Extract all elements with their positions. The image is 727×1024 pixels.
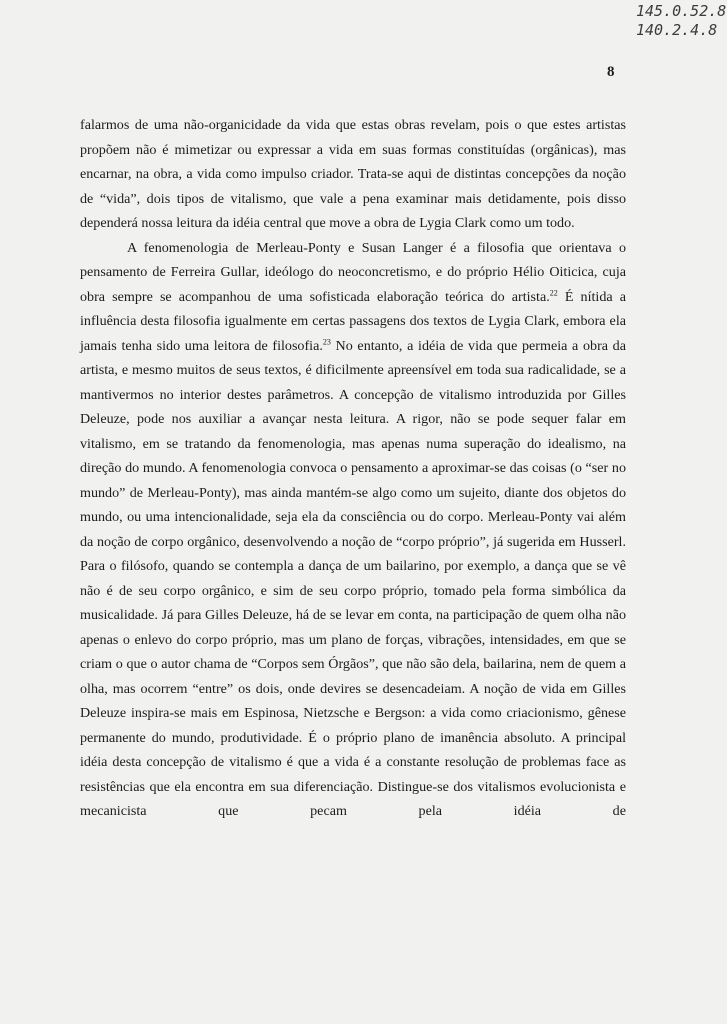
annotation-line-2: 140.2.4.8 <box>636 21 718 39</box>
annotation-line-1: 145.0.52.8 <box>636 2 727 20</box>
handwritten-annotation <box>636 2 727 40</box>
paragraph-text: É nítida a influência desta filosofia igualmente em certas passagens dos textos de Lygia Clark, embora ela jamais tenha sido uma leitora de filosofia. <box>80 288 627 354</box>
body-text <box>80 113 626 824</box>
paragraph-2 <box>80 236 626 824</box>
paragraph-text: falarmos de uma não-organicidade da vida que estas obras revelam, pois o que estes artistas propõem não é mimetizar ou expressar a vida em suas formas constituídas (orgânicas), mas encarnar, na obra, a vida como impulso criador. Trata-se aqui de distintas concepções da noção de “vida”, dois tipos de vitalismo, que vale a pena examinar mais detidamente, pois disso dependerá nossa leitura da idéia central que move a obra de Lygia Clark como um todo. <box>80 117 626 231</box>
footnote-marker-22[interactable]: 22 <box>549 287 558 297</box>
footnote-marker-23[interactable]: 23 <box>322 336 331 346</box>
paragraph-1 <box>80 113 626 236</box>
paragraph-text: A fenomenologia de Merleau-Ponty e Susan Langer é a filosofia que orientava o pensamento de Ferreira Gullar, ideólogo do neoconcretismo, e do próprio Hélio Oiticica, cuja obra sempre se acompanhou de uma sofisticada elaboração teórica do artista. <box>80 239 626 305</box>
page-number: 8 <box>607 64 615 80</box>
paragraph-text: No entanto, a idéia de vida que permeia a obra da artista, e mesmo muitos de seus textos, é dificilmente apreensível em toda sua radicalidade, se a mantivermos no interior destes parâmetros. A concepção de vitalismo introduzida por Gilles Deleuze, pode nos auxiliar a avançar nesta leitura. A rigor, não se pode sequer falar em vitalismo, em se tratando da fenomenologia, mas apenas numa superação do idealismo, na direção do mundo. A fenomenologia convoca o pensamento a aproximar-se das coisas (o “ser no mundo” de Merleau-Ponty), mas ainda mantém-se algo como um sujeito, diante dos objetos do mundo, ou uma intencionalidade, seja ela da consciência ou do corpo. Merleau-Ponty vai além da noção de corpo orgânico, desenvolvendo a noção de “corpo próprio”, já sugerida em Husserl. Para o filósofo, quando se contempla a dança de um bailarino, por exemplo, a dança que se vê não é de seu corpo orgânico, e sim de seu corpo próprio, tomado pela forma simbólica da musicalidade. Já para Gilles Deleuze, há de se levar em conta, na participação de quem olha não apenas o enlevo do corpo próprio, mas um plano de forças, vibrações, intensidades, em que se criam o que o autor chama de “Corpos sem Órgãos”, que não são dela, bailarina, nem de quem a olha, mas ocorrem “entre” os dois, onde devires se desencadeiam. A noção de vida em Gilles Deleuze inspira-se mais em Espinosa, Nietzsche e Bergson: a vida como criacionismo, gênese permanente do mundo, produtividade. É o próprio plano de imanência absoluto. A principal idéia desta concepção de vitalismo é que a vida é a constante resolução de problemas face as resistências que ela encontra em sua diferenciação. Distingue-se dos vitalismos evolucionista e mecanicista que pecam pela idéia de <box>80 337 626 819</box>
